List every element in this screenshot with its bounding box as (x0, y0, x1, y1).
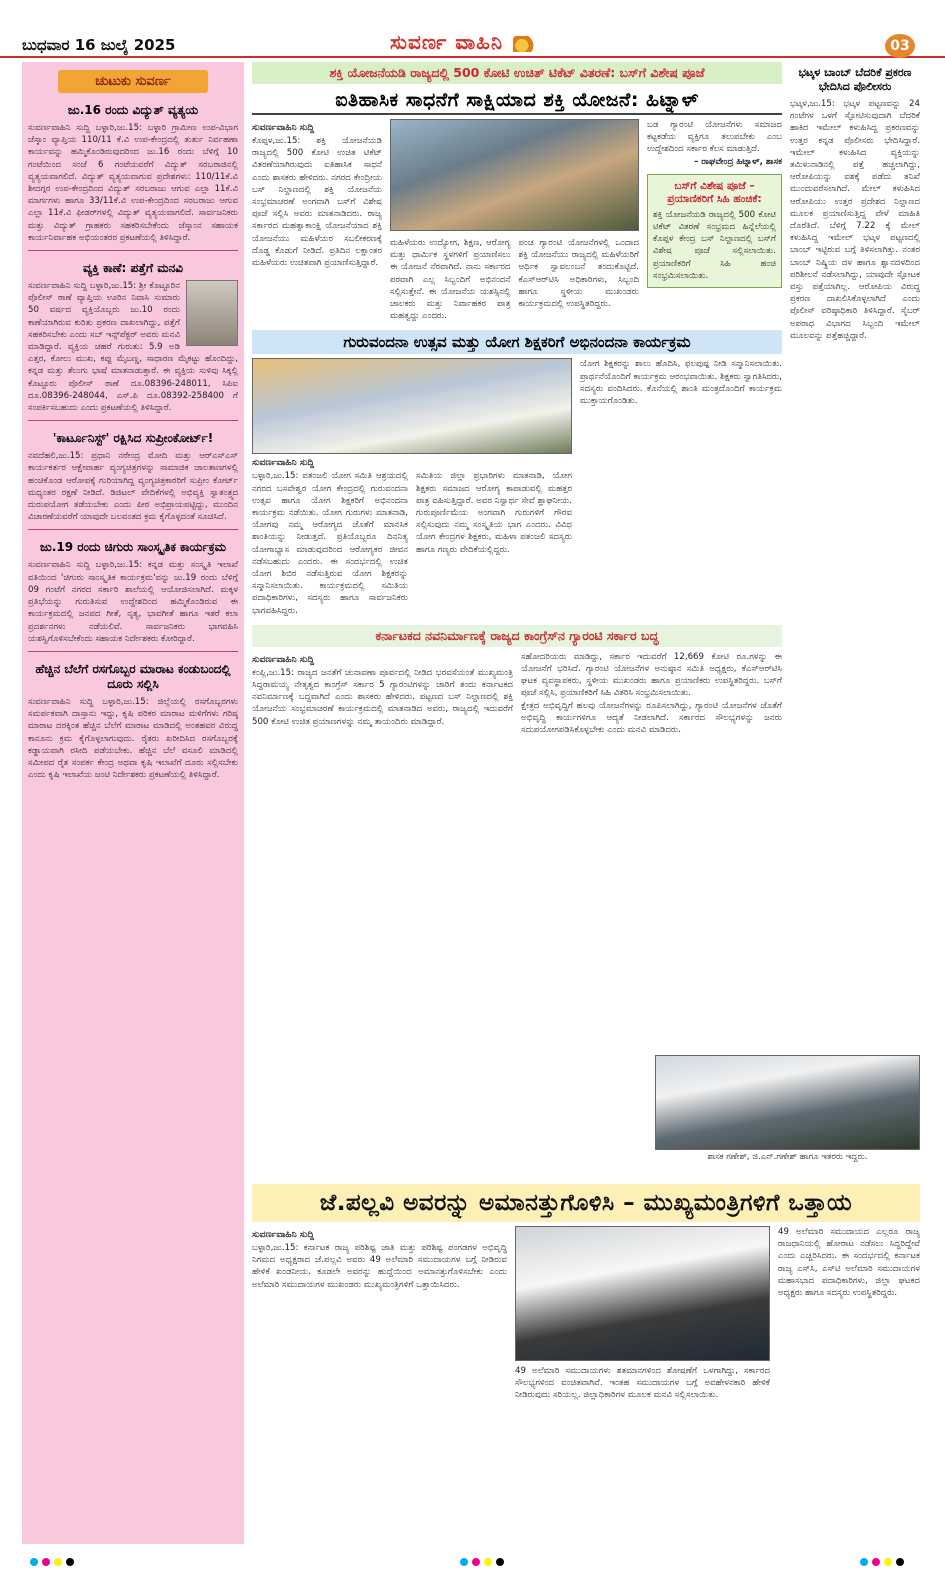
article-cultural-program: ಸುವರ್ಣವಾಹಿನಿ ಸುದ್ದಿ ಬಳ್ಳಾರಿ,ಜು.15: ಕನ್ನಡ ಮತ್ತು ಸಂಸ್ಕೃತಿ ಇಲಾಖೆ ವತಿಯಿಂದ 'ಚಿಗುರು ಸಾಂಸ್ಕೃತಿಕ ಕಾರ್ಯಕ್ರಮ'ವನ್ನು ಜು.19 ರಂದು ಬೆಳಿಗ್ಗೆ 09 ಗಂಟೆಗೆ ನಗರದ ಸರ್ಕಾರಿ ಶಾಲೆಯಲ್ಲಿ ಆಯೋಜಿಸಲಾಗಿದೆ. ಮಕ್ಕಳ ಪ್ರತಿಭೆಯನ್ನು ಗುರುತಿಸುವ ಉದ್ದೇಶದಿಂದ ಹಮ್ಮಿಕೊಂಡಿರುವ ಈ ಕಾರ್ಯಕ್ರಮದಲ್ಲಿ ಜನಪದ ಗೀತೆ, ನೃತ್ಯ, ಭಾವಗೀತೆ ಹಾಗೂ ಇತರೆ ಕಲಾ ಪ್ರದರ್ಶನಗಳು ನಡೆಯಲಿವೆ. ಸಾರ್ವಜನಿಕರು ಭಾಗವಹಿಸಿ ಯಶಸ್ವಿಗೊಳಿಸಬೇಕೆಂದು ಸಹಾಯಕ ನಿರ್ದೇಶಕರು ಕೋರಿದ್ದಾರೆ. (28, 560, 238, 644)
guru-photo-stage (252, 358, 572, 454)
lead-col-2 (390, 119, 639, 322)
divider (28, 529, 238, 530)
lead-quote: ಬಡ ಗ್ಯಾರಂಟಿ ಯೋಜನೆಗಳು ಸಮಾಜದ ಕಟ್ಟಕಡೆಯ ವ್ಯಕ್ತಿಗೂ ತಲುಪಬೇಕು ಎಂಬ ಉದ್ದೇಶದಿಂದ ಸರ್ಕಾರ ಕೆಲಸ ಮಾಡುತ್ತಿದೆ. (647, 120, 782, 155)
headline-missing-person: ವ್ಯಕ್ತಿ ಕಾಣೆ: ಪತ್ತೆಗೆ ಮನವಿ (82, 261, 184, 276)
guru-text-2: ಸಮಿತಿಯ ಜಿಲ್ಲಾ ಪ್ರಭಾರಿಗಳು ಮಾತನಾಡಿ, ಯೋಗ ಶಿಕ್ಷಕರು ಸಮಾಜದ ಆರೋಗ್ಯ ಕಾಪಾಡುವಲ್ಲಿ ಮಹತ್ತರ ಪಾತ್ರ ವಹಿಸುತ್ತಿದ್ದಾರೆ. ಅವರ ನಿಸ್ವಾರ್ಥ ಸೇವೆ ಶ್ಲಾಘನೀಯ. ಗುರುಪೂರ್ಣಿಮೆಯ ಅಂಗವಾಗಿ ಗುರುಗಳಿಗೆ ಗೌರವ ಸಲ್ಲಿಸುವುದು ನಮ್ಮ ಸಂಸ್ಕೃತಿಯ ಭಾಗ ಎಂದರು. ವಿವಿಧ ಯೋಗ ಕೇಂದ್ರಗಳ ಶಿಕ್ಷಕರು, ಮಹಿಳಾ ಪತಂಜಲಿ ಸದಸ್ಯರು ಹಾಗೂ ಗಣ್ಯರು ವೇದಿಕೆಯಲ್ಲಿದ್ದರು. (416, 471, 572, 555)
print-registration-marks-left (30, 1558, 74, 1568)
cong-byline: ಸುವರ್ಣವಾಹಿನಿ ಸುದ್ದಿ (252, 654, 315, 665)
guru-byline: ಸುವರ್ಣವಾಹಿನಿ ಸುದ್ದಿ (252, 458, 315, 469)
divider (28, 250, 238, 251)
cong-col-1 (252, 651, 513, 736)
cong-col-2 (521, 651, 782, 736)
headline-cartoonist: 'ಕಾರ್ಟೂನಿಸ್ಟ್' ರಕ್ಷಿಸಿದ ಸುಪ್ರೀಂಕೋರ್ಟ್! (52, 431, 214, 446)
guru-text-3: ಯೋಗ ಶಿಕ್ಷಕರನ್ನು ಶಾಲು ಹೊದಿಸಿ, ಫಲಪುಷ್ಪ ನೀಡಿ ಸನ್ಮಾನಿಸಲಾಯಿತು. ಪ್ರಾರ್ಥನೆಯೊಂದಿಗೆ ಕಾರ್ಯಕ್ರಮ ಆರಂಭವಾಯಿತು. ಶಿಕ್ಷಕರು ಸ್ವಾಗತಿಸಿದರು, ಸದಸ್ಯರು ವಂದಿಸಿದರು. ಕೊನೆಯಲ್ಲಿ ಶಾಂತಿ ಮಂತ್ರದೊಂದಿಗೆ ಕಾರ್ಯಕ್ರಮ ಮುಕ್ತಾಯಗೊಂಡಿತು. (580, 359, 782, 407)
cong-photo-block (655, 1055, 920, 1162)
headline-fertilizer: ಹೆಚ್ಚಿನ ಬೆಲೆಗೆ ರಸಗೊಬ್ಬರ ಮಾರಾಟ ಕಂಡುಬಂದಲ್ಲಿ ದೂರು ಸಲ್ಲಿಸಿ (35, 661, 231, 691)
cong-text-3: ಕ್ಷೇತ್ರದ ಅಭಿವೃದ್ಧಿಗೆ ಹಲವು ಯೋಜನೆಗಳನ್ನು ರೂಪಿಸಲಾಗಿದ್ದು, ಗ್ಯಾರಂಟಿ ಯೋಜನೆಗಳ ಜೊತೆಗೆ ಅಭಿವೃದ್ಧಿ ಕಾರ್ಯಗಳಿಗೂ ಆದ್ಯತೆ ನೀಡಲಾಗಿದೆ. ಸರ್ಕಾರದ ಸೌಲಭ್ಯಗಳನ್ನು ಜನರು ಸದುಪಯೋಗಪಡಿಸಿಕೊಳ್ಳಬೇಕು ಎಂದು ಮನವಿ ಮಾಡಿದರು. (521, 700, 782, 736)
lead-text-1: ಕೊಪ್ಪಳ,ಜು.15: ಶಕ್ತಿ ಯೋಜನೆಯಡಿ ರಾಜ್ಯದಲ್ಲಿ 500 ಕೋಟಿ ಉಚಿತ ಟಿಕೆಟ್ ವಿತರಣೆಯಾಗಿರುವುದು ಐತಿಹಾಸಿಕ ಸಾಧನೆ ಎಂದು ಶಾಸಕರು ಹೇಳಿದರು. ನಗರದ ಕೇಂದ್ರೀಯ ಬಸ್ ನಿಲ್ದಾಣದಲ್ಲಿ ಶಕ್ತಿ ಯೋಜನೆಯ ಸಂಭ್ರಮಾಚರಣೆ ಅಂಗವಾಗಿ ಬಸ್‌ಗೆ ವಿಶೇಷ ಪೂಜೆ ಸಲ್ಲಿಸಿ ಅವರು ಮಾತನಾಡಿದರು. ರಾಜ್ಯ ಸರ್ಕಾರದ ಮಹತ್ವಾಕಾಂಕ್ಷಿ ಯೋಜನೆಯಾದ ಶಕ್ತಿ ಯೋಜನೆಯು ಮಹಿಳೆಯರ ಸಬಲೀಕರಣಕ್ಕೆ ದೊಡ್ಡ ಕೊಡುಗೆ ನೀಡಿದೆ. ಪ್ರತಿದಿನ ಲಕ್ಷಾಂತರ ಮಹಿಳೆಯರು ಉಚಿತವಾಗಿ ಪ್ರಯಾಣಿಸುತ್ತಿದ್ದಾರೆ. (252, 136, 382, 269)
article-fertilizer: ಸುವರ್ಣವಾಹಿನಿ ಸುದ್ದಿ ಬಳ್ಳಾರಿ,ಜು.15: ಜಿಲ್ಲೆಯಲ್ಲಿ ರಸಗೊಬ್ಬರಗಳು ಸಮರ್ಪಕವಾಗಿ ದಾಸ್ತಾನು ಇದ್ದು, ಕೃಷಿ ಪರಿಕರ ಮಾರಾಟ ಮಳಿಗೆಗಳು ಗರಿಷ್ಠ ಮಾರಾಟ ದರಕ್ಕಿಂತ ಹೆಚ್ಚಿನ ಬೆಲೆಗೆ ಮಾರಾಟ ಮಾಡಿದಲ್ಲಿ ಅಂತಹವರ ವಿರುದ್ಧ ಕಾನೂನು ಕ್ರಮ ಕೈಗೊಳ್ಳಲಾಗುವುದು. ರೈತರು ಖರೀದಿಸಿದ ರಸಗೊಬ್ಬರಕ್ಕೆ ಕಡ್ಡಾಯವಾಗಿ ರಸೀದಿ ಪಡೆಯಬೇಕು. ಹೆಚ್ಚಿನ ಬೆಲೆ ವಸೂಲಿ ಮಾಡಿದಲ್ಲಿ ಸಮೀಪದ ರೈತ ಸಂಪರ್ಕ ಕೇಂದ್ರ ಅಥವಾ ಕೃಷಿ ಇಲಾಖೆಗೆ ದೂರು ಸಲ್ಲಿಸಬೇಕು ಎಂದು ಕೃಷಿ ಇಲಾಖೆಯ ಜಂಟಿ ನಿರ್ದೇಶಕರು ಪ್ರಕಟಣೆಯಲ್ಲಿ ತಿಳಿಸಿದ್ದಾರೆ. (28, 696, 238, 781)
guru-subcols (252, 470, 572, 616)
guru-story (252, 358, 782, 616)
cong-story (252, 651, 782, 736)
pallavi-text-2: 49 ಅಲೆಮಾರಿ ಸಮುದಾಯಗಳು ಶತಮಾನಗಳಿಂದ ಶೋಷಣೆಗೆ ಒಳಗಾಗಿದ್ದು, ಸರ್ಕಾರದ ಸೌಲಭ್ಯಗಳಿಂದ ವಂಚಿತವಾಗಿವೆ. ಇಂತಹ ಸಮುದಾಯಗಳ ಬಗ್ಗೆ ಅವಹೇಳನಕಾರಿ ಹೇಳಿಕೆ ನೀಡಿರುವುದು ಸರಿಯಲ್ಲ. ಜಿಲ್ಲಾಧಿಕಾರಿಗಳ ಮೂಲಕ ಮನವಿ ಸಲ್ಲಿಸಲಾಯಿತು. (515, 1366, 770, 1401)
pallavi-col-2 (515, 1226, 770, 1402)
pallavi-col-1 (252, 1226, 507, 1402)
brief-news-column (22, 62, 244, 1544)
newspaper-logo (390, 30, 537, 54)
guru-right (580, 358, 782, 616)
pallavi-photo-memorandum (515, 1226, 770, 1361)
pallavi-text-1: ಬಳ್ಳಾರಿ,ಜು.15: ಕರ್ನಾಟಕ ರಾಜ್ಯ ಪರಿಶಿಷ್ಟ ಜಾತಿ ಮತ್ತು ಪರಿಶಿಷ್ಟ ಪಂಗಡಗಳ ಅಭಿವೃದ್ಧಿ ನಿಗಮದ ಅಧ್ಯಕ್ಷರಾದ ಜೆ.ಪಲ್ಲವಿ ಅವರು 49 ಅಲೆಮಾರಿ ಸಮುದಾಯಗಳ ಬಗ್ಗೆ ನೀಡಿರುವ ಹೇಳಿಕೆ ಖಂಡನೀಯ. ಕೂಡಲೇ ಅವರನ್ನು ಹುದ್ದೆಯಿಂದ ಅಮಾನತ್ತುಗೊಳಿಸಬೇಕು ಎಂದು ಅಲೆಮಾರಿ ಸಮುದಾಯಗಳ ಮುಖಂಡರು ಮುಖ್ಯಮಂತ್ರಿಗಳಿಗೆ ಒತ್ತಾಯಿಸಿದರು. (252, 1243, 507, 1290)
headline-pallavi: ಜೆ.ಪಲ್ಲವಿ ಅವರನ್ನು ಅಮಾನತ್ತುಗೊಳಿಸಿ – ಮುಖ್ಯಮಂತ್ರಿಗಳಿಗೆ ಒತ್ತಾಯ (252, 1184, 920, 1222)
section-badge: ಚುಟುಕು ಸುವರ್ಣ (58, 70, 208, 93)
lead-photo-bus-puja (390, 119, 639, 231)
guru-left (252, 358, 572, 616)
bottom-story (252, 1184, 920, 1402)
print-registration-marks-center (460, 1558, 504, 1568)
cong-photo-caption: ಶಾಸಕ ಗಣೇಶ್, ಜಿ.ಎನ್.ಗಣೇಶ್ ಹಾಗೂ ಇತರರು ಇದ್ದರು. (707, 1152, 868, 1162)
main-content (252, 62, 782, 736)
divider (28, 651, 238, 652)
article-missing-person: ಸುವರ್ಣವಾಹಿನಿ ಸುದ್ದಿ ಬಳ್ಳಾರಿ,ಜು.15: ಶ್ರೀ ಕೊಟ್ಟೂರಿನ ಪೊಲೀಸ್ ಠಾಣೆ ವ್ಯಾಪ್ತಿಯ ಊರಿನ ನಿವಾಸಿ ಸುಮಾರು 50 ವರ್ಷದ ವ್ಯಕ್ತಿಯೊಬ್ಬರು ಜು.10 ರಂದು ಕಾಣೆಯಾಗಿರುವ ಕುರಿತು ಪ್ರಕರಣ ದಾಖಲಾಗಿದ್ದು, ಪತ್ತೆಗೆ ಸಹಕರಿಸಬೇಕು ಎಂದು ಸಬ್ ಇನ್ಸ್‌ಪೆಕ್ಟರ್ ಅವರು ಮನವಿ ಮಾಡಿದ್ದಾರೆ. ವ್ಯಕ್ತಿಯ ಚಹರೆ ಗುರುತು: 5.9 ಅಡಿ ಎತ್ತರ, ಕೋಲು ಮುಖ, ಕಪ್ಪು ಮೈಬಣ್ಣ, ಸಾಧಾರಣ ಮೈಕಟ್ಟು ಹೊಂದಿದ್ದು, ಕನ್ನಡ ಮತ್ತು ತೆಲುಗು ಭಾಷೆ ಮಾತನಾಡುತ್ತಾರೆ. ಈ ವ್ಯಕ್ತಿಯ ಸುಳಿವು ಸಿಕ್ಕಲ್ಲಿ ಕೊಟ್ಟೂರು ಪೊಲೀಸ್ ಠಾಣೆ ದೂ.08396-248011, ಸಿಪಿಐ ದೂ.08396-248044, ಎಸ್.ಪಿ ದೂ.08392-258400 ಗೆ ಸಂಪರ್ಕಿಸಬಹುದು ಎಂದು ಪ್ರಕಟಣೆಯಲ್ಲಿ ತಿಳಿಸಿದ್ದಾರೆ. (28, 281, 238, 414)
lead-headline: ಐತಿಹಾಸಿಕ ಸಾಧನೆಗೆ ಸಾಕ್ಷಿಯಾದ ಶಕ್ತಿ ಯೋಜನೆ: ಹಿಟ್ನಾಳ್ (252, 84, 782, 115)
cong-text-1: ಕಂಪ್ಲಿ,ಜು.15: ರಾಜ್ಯದ ಜನತೆಗೆ ಚುನಾವಣಾ ಪೂರ್ವದಲ್ಲಿ ನೀಡಿದ ಭರವಸೆಯಂತೆ ಮುಖ್ಯಮಂತ್ರಿ ಸಿದ್ದರಾಮಯ್ಯ ನೇತೃತ್ವದ ಕಾಂಗ್ರೆಸ್ ಸರ್ಕಾರ 5 ಗ್ಯಾರಂಟಿಗಳನ್ನು ಜಾರಿಗೆ ತಂದು ಕರ್ನಾಟಕದ ನವನಿರ್ಮಾಣಕ್ಕೆ ಬದ್ಧವಾಗಿದೆ ಎಂದು ಶಾಸಕರು ಹೇಳಿದರು. ಪಟ್ಟಣದ ಬಸ್ ನಿಲ್ದಾಣದಲ್ಲಿ ಶಕ್ತಿ ಯೋಜನೆಯ ಸಂಭ್ರಮಾಚರಣೆ ಕಾರ್ಯಕ್ರಮದಲ್ಲಿ ಮಾತನಾಡಿದ ಅವರು, ರಾಜ್ಯದಲ್ಲಿ ಇದುವರೆಗೆ 500 ಕೋಟಿ ಉಚಿತ ಪ್ರಯಾಣಗಳನ್ನು ನಮ್ಮ ತಾಯಂದಿರು ಮಾಡಿದ್ದಾರೆ. (252, 667, 513, 727)
pallavi-byline: ಸುವರ್ಣವಾಹಿನಿ ಸುದ್ದಿ (252, 1230, 315, 1240)
lead-story (252, 119, 782, 322)
lead-subcols (390, 237, 639, 322)
lead-byline: ಸುವರ್ಣವಾಹಿನಿ ಸುದ್ದಿ (252, 123, 315, 133)
lead-col-3 (647, 119, 782, 322)
lead-sidebar-box (647, 174, 782, 288)
right-column (790, 62, 920, 1177)
page-number: 03 (885, 34, 915, 58)
headline-power-cut: ಜು.16 ರಂದು ವಿದ್ಯುತ್ ವ್ಯತ್ಯಯ (67, 103, 199, 117)
headline-cultural-program: ಜು.19 ರಂದು ಚಿಗುರು ಸಾಂಸ್ಕೃತಿಕ ಕಾರ್ಯಕ್ರಮ (39, 540, 227, 555)
sidebar-box-title: ಬಸ್‌ಗೆ ವಿಶೇಷ ಪೂಜೆ – ಪ್ರಯಾಣಿಕರಿಗೆ ಸಿಹಿ ಹಂಚಿಕೆ: (667, 179, 762, 205)
headline-congress-guarantee: ಕರ್ನಾಟಕದ ನವನಿರ್ಮಾಣಕ್ಕೆ ರಾಜ್ಯದ ಕಾಂಗ್ರೆಸ್‌ನ ಗ್ಯಾರಂಟಿ ಸರ್ಕಾರ ಬದ್ಧ (252, 625, 782, 647)
article-cartoonist: ನವದೆಹಲಿ,ಜು.15: ಪ್ರಧಾನಿ ನರೇಂದ್ರ ಮೋದಿ ಮತ್ತು ಆರ್‌ಎಸ್‌ಎಸ್ ಕಾರ್ಯಕರ್ತರ ಆಕ್ಷೇಪಾರ್ಹ ವ್ಯಂಗ್ಯಚಿತ್ರಗಳನ್ನು ಸಾಮಾಜಿಕ ಜಾಲತಾಣಗಳಲ್ಲಿ ಹಂಚಿಕೊಂಡ ಆರೋಪಕ್ಕೆ ಗುರಿಯಾಗಿದ್ದ ವ್ಯಂಗ್ಯಚಿತ್ರಕಾರರಿಗೆ ಸುಪ್ರೀಂ ಕೋರ್ಟ್ ಮಧ್ಯಂತರ ರಕ್ಷಣೆ ನೀಡಿದೆ. ಡಿಜಿಟಲ್ ವೇದಿಕೆಗಳಲ್ಲಿ ಅಭಿವ್ಯಕ್ತಿ ಸ್ವಾತಂತ್ರ್ಯದ ದುರುಪಯೋಗ ತಡೆಯಬೇಕು ಎಂದು ಪೀಠ ಅಭಿಪ್ರಾಯಪಟ್ಟಿದ್ದು, ಮುಂದಿನ ವಿಚಾರಣೆಯವರೆಗೆ ಯಾವುದೇ ಬಲವಂತದ ಕ್ರಮ ಕೈಗೊಳ್ಳದಂತೆ ಸೂಚಿಸಿದೆ. (28, 451, 238, 523)
lead-col-1 (252, 119, 382, 322)
article-bhatkal-bomb: ಭಟ್ಕಳ,ಜು.15: ಭಟ್ಕಳ ಪಟ್ಟಣವನ್ನು 24 ಗಂಟೆಗಳ ಒಳಗೆ ಸ್ಫೋಟಿಸುವುದಾಗಿ ಬೆದರಿಕೆ ಹಾಕಿದ ಇಮೇಲ್ ಕಳುಹಿಸಿದ್ದ ಪ್ರಕರಣವನ್ನು ಉತ್ತರ ಕನ್ನಡ ಪೊಲೀಸರು ಭೇದಿಸಿದ್ದಾರೆ. ಇಮೇಲ್ ಕಳುಹಿಸಿದ ವ್ಯಕ್ತಿಯನ್ನು ತಮಿಳುನಾಡಿನಲ್ಲಿ ಪತ್ತೆ ಹಚ್ಚಲಾಗಿದ್ದು, ಆರೋಪಿಯನ್ನು ವಶಕ್ಕೆ ಪಡೆದು ತನಿಖೆ ಮುಂದುವರೆಸಲಾಗಿದೆ. ಮೇಲ್ ಕಳುಹಿಸಿದ ಆರೋಪಿಯು ಉತ್ತರ ಪ್ರದೇಶದ ನಿಲ್ದಾಣದ ಮೂಲಕ ಪ್ರಯಾಣಿಸುತ್ತಿದ್ದ ವೇಳೆ ಮಾಹಿತಿ ದೊರೆತಿದೆ. ಬೆಳಿಗ್ಗೆ 7.22 ಕ್ಕೆ ಮೇಲ್ ಕಳುಹಿಸಿದ್ದ ಇಮೇಲ್ ಭಟ್ಕಳ ಪಟ್ಟಣದಲ್ಲಿ ಬಾಂಬ್ ಇಟ್ಟಿರುವ ಬಗ್ಗೆ ತಿಳಿಸಲಾಗಿತ್ತು. ನಂತರ ಬಾಂಬ್ ನಿಷ್ಕ್ರಿಯ ದಳ ಹಾಗೂ ಶ್ವಾನದಳದಿಂದ ಪರಿಶೀಲನೆ ನಡೆಸಲಾಗಿದ್ದು, ಯಾವುದೇ ಸ್ಫೋಟಕ ವಸ್ತು ಪತ್ತೆಯಾಗಿಲ್ಲ. ಆರೋಪಿಯ ವಿರುದ್ಧ ಪ್ರಕರಣ ದಾಖಲಿಸಿಕೊಳ್ಳಲಾಗಿದೆ ಎಂದು ಪೊಲೀಸ್ ವರಿಷ್ಠಾಧಿಕಾರಿ ತಿಳಿಸಿದ್ದಾರೆ. ಸೈಬರ್ ಅಪರಾಧ ವಿಭಾಗದ ಸಿಬ್ಬಂದಿ ಇಮೇಲ್ ಮೂಲವನ್ನು ಪತ್ತೆಹಚ್ಚಿದ್ದಾರೆ. (790, 99, 920, 341)
headline-guruvandana: ಗುರುವಂದನಾ ಉತ್ಸವ ಮತ್ತು ಯೋಗ ಶಿಕ್ಷಕರಿಗೆ ಅಭಿನಂದನಾ ಕಾರ್ಯಕ್ರಮ (252, 330, 782, 354)
pallavi-text-3: 49 ಅಲೆಮಾರಿ ಸಮುದಾಯದ ಎಲ್ಲರೂ ರಾಜ್ಯ ರಾಜಧಾನಿಯಲ್ಲಿ ಹೋರಾಟ ನಡೆಸಲು ಸಿದ್ಧರಿದ್ದೇವೆ ಎಂದು ಎಚ್ಚರಿಸಿದರು. ಈ ಸಂದರ್ಭದಲ್ಲಿ ಕರ್ನಾಟಕ ರಾಜ್ಯ ಎಸ್‌ಸಿ, ಎಸ್‌ಟಿ ಅಲೆಮಾರಿ ಸಮುದಾಯಗಳ ಮಹಾಸಭಾದ ಪದಾಧಿಕಾರಿಗಳು, ಜಿಲ್ಲಾ ಘಟಕದ ಅಧ್ಯಕ್ಷರು ಹಾಗೂ ಸದಸ್ಯರು ಉಪಸ್ಥಿತರಿದ್ದರು. (778, 1227, 920, 1299)
lead-text-3: ಪಂಚ ಗ್ಯಾರಂಟಿ ಯೋಜನೆಗಳಲ್ಲಿ ಒಂದಾದ ಶಕ್ತಿ ಯೋಜನೆಯು ರಾಜ್ಯದಲ್ಲಿ ಮಹಿಳೆಯರಿಗೆ ಆರ್ಥಿಕ ಸ್ವಾವಲಂಬನೆ ತಂದುಕೊಟ್ಟಿದೆ. ಕೆಎಸ್‌ಆರ್‌ಟಿಸಿ ಅಧಿಕಾರಿಗಳು, ಸಿಬ್ಬಂದಿ ಹಾಗೂ ಸ್ಥಳೀಯ ಮುಖಂಡರು ಕಾರ್ಯಕ್ರಮದಲ್ಲಿ ಉಪಸ್ಥಿತರಿದ್ದರು. (518, 238, 639, 310)
missing-person-photo (186, 280, 238, 346)
cong-photo-group (655, 1055, 920, 1150)
divider (28, 420, 238, 421)
cong-text-2: ಸಹೋದರಿಯರು ಮಾಡಿದ್ದು, ಸರ್ಕಾರ ಇದುವರೆಗೆ 12,669 ಕೋಟಿ ರೂ.ಗಳನ್ನು ಈ ಯೋಜನೆಗೆ ಭರಿಸಿದೆ. ಗ್ಯಾರಂಟಿ ಯೋಜನೆಗಳ ಅನುಷ್ಠಾನ ಸಮಿತಿ ಅಧ್ಯಕ್ಷರು, ಕೆಎಸ್‌ಆರ್‌ಟಿಸಿ ಘಟಕ ವ್ಯವಸ್ಥಾಪಕರು, ಸ್ಥಳೀಯ ಮುಖಂಡರು ಹಾಗೂ ಪ್ರಯಾಣಿಕರು ಉಪಸ್ಥಿತರಿದ್ದರು. ಬಸ್‌ಗೆ ಪೂಜೆ ಸಲ್ಲಿಸಿ, ಪ್ರಯಾಣಿಕರಿಗೆ ಸಿಹಿ ವಿತರಿಸಿ ಸಂಭ್ರಮಿಸಲಾಯಿತು. (521, 651, 782, 699)
lead-text-2: ಮಹಿಳೆಯರು ಉದ್ಯೋಗ, ಶಿಕ್ಷಣ, ಆರೋಗ್ಯ ಮತ್ತು ಧಾರ್ಮಿಕ ಸ್ಥಳಗಳಿಗೆ ಪ್ರಯಾಣಿಸಲು ಈ ಯೋಜನೆ ನೆರವಾಗಿದೆ. ನಾನು ಸರ್ಕಾರದ ಪರವಾಗಿ ಎಲ್ಲ ಸಿಬ್ಬಂದಿಗೆ ಅಭಿನಂದನೆ ಸಲ್ಲಿಸುತ್ತೇನೆ. ಈ ಯೋಜನೆಯ ಯಶಸ್ಸಿನಲ್ಲಿ ಚಾಲಕರು ಮತ್ತು ನಿರ್ವಾಹಕರ ಪಾತ್ರ ಮಹತ್ವದ್ದು ಎಂದರು. (390, 238, 511, 322)
pallavi-body (252, 1226, 920, 1402)
headline-bhatkal-bomb: ಭಟ್ಕಳ ಬಾಂಬ್ ಬೆದರಿಕೆ ಪ್ರಕರಣ ಭೇದಿಸಿದ ಪೊಲೀಸರು (798, 66, 912, 93)
lead-kicker: ಶಕ್ತಿ ಯೋಜನೆಯಡಿ ರಾಜ್ಯದಲ್ಲಿ 500 ಕೋಟಿ ಉಚಿತ್ ಟಿಕೆಟ್ ವಿತರಣೆ: ಬಸ್‌ಗೆ ವಿಶೇಷ ಪೂಜೆ (252, 62, 782, 84)
article-power-cut: ಸುವರ್ಣವಾಹಿನಿ ಸುದ್ದಿ ಬಳ್ಳಾರಿ,ಜು.15: ಬಳ್ಳಾರಿ ಗ್ರಾಮೀಣ ಉಪ-ವಿಭಾಗ ಜೆಸ್ಕಾಂ ವ್ಯಾಪ್ತಿಯ 110/11 ಕೆ.ವಿ ಉಪ-ಕೇಂದ್ರದಲ್ಲಿ ತುರ್ತು ನಿರ್ವಹಣಾ ಕಾರ್ಯವನ್ನು ಹಮ್ಮಿಕೊಂಡಿರುವುದರಿಂದ ಜು.16 ರಂದು ಬೆಳಿಗ್ಗೆ 10 ಗಂಟೆಯಿಂದ ಸಂಜೆ 6 ಗಂಟೆಯವರೆಗೆ ವಿದ್ಯುತ್ ಸರಬರಾಜಿನಲ್ಲಿ ವ್ಯತ್ಯಯವಾಗಲಿದೆ. ವಿದ್ಯುತ್ ವ್ಯತ್ಯಯವಾಗುವ ಪ್ರದೇಶಗಳು: 110/11ಕೆ.ವಿ ಶೀದಗ್ಗರ ಉಪ-ಕೇಂದ್ರದಿಂದ ವಿದ್ಯುತ್ ಸರಬರಾಜು ಆಗುವ ಎಲ್ಲಾ 11ಕೆ.ವಿ ಮಾರ್ಗಗಳು ಹಾಗೂ 33/11ಕೆ.ವಿ ಉಪ-ಕೇಂದ್ರದಿಂದ ಸರಬರಾಜು ಆಗುವ ಎಲ್ಲಾ 11ಕೆ.ವಿ ಫೀಡರ್‌ಗಳಲ್ಲಿ ವಿದ್ಯುತ್ ವ್ಯತ್ಯಯವಾಗಲಿದೆ. ಸಾರ್ವಜನಿಕರು ಮತ್ತು ವಿದ್ಯುತ್ ಗ್ರಾಹಕರು ಸಹಕರಿಸಬೇಕೆಂದು ಜೆಸ್ಕಾಂನ ಸಹಾಯಕ ಕಾರ್ಯನಿರ್ವಾಹಕ ಅಭಿಯಂತರರ ಪ್ರಕಟಣೆಯಲ್ಲಿ ತಿಳಿಸಿದ್ದಾರೆ. (28, 123, 238, 243)
logo-text: ಸುವರ್ಣ ವಾಹಿನಿ (390, 30, 504, 54)
masthead (0, 0, 945, 58)
guru-text-1: ಬಳ್ಳಾರಿ,ಜು.15: ಪತಂಜಲಿ ಯೋಗ ಸಮಿತಿ ಆಶ್ರಯದಲ್ಲಿ ನಗರದ ಬಸವೇಶ್ವರ ಯೋಗ ಕೇಂದ್ರದಲ್ಲಿ ಗುರುವಂದನಾ ಉತ್ಸವ ಹಾಗೂ ಯೋಗ ಶಿಕ್ಷಕರಿಗೆ ಅಭಿನಂದನಾ ಕಾರ್ಯಕ್ರಮ ನಡೆಯಿತು. ಯೋಗ ಗುರುಗಳು ಮಾತನಾಡಿ, ಯೋಗವು ನಮ್ಮ ಆರೋಗ್ಯದ ಜೊತೆಗೆ ಮಾನಸಿಕ ಶಾಂತಿಯನ್ನು ನೀಡುತ್ತದೆ. ಪ್ರತಿಯೊಬ್ಬರೂ ದಿನನಿತ್ಯ ಯೋಗಾಭ್ಯಾಸ ಮಾಡುವುದರಿಂದ ಆರೋಗ್ಯಕರ ಜೀವನ ನಡೆಸಬಹುದು ಎಂದರು. ಈ ಸಂದರ್ಭದಲ್ಲಿ ಉಚಿತ ಯೋಗ ಶಿಬಿರ ನಡೆಸುತ್ತಿರುವ ಯೋಗ ಶಿಕ್ಷಕರನ್ನು ಸನ್ಮಾನಿಸಲಾಯಿತು. ಕಾರ್ಯಕ್ರಮದಲ್ಲಿ ಸಮಿತಿಯ ಪದಾಧಿಕಾರಿಗಳು, ಸದಸ್ಯರು ಹಾಗೂ ಸಾರ್ವಜನಿಕರು ಭಾಗವಹಿಸಿದ್ದರು. (252, 471, 408, 616)
flame-icon (513, 36, 535, 52)
print-registration-marks-right (860, 1558, 904, 1568)
pallavi-col-3 (778, 1226, 920, 1402)
issue-date: ಬುಧವಾರ 16 ಜುಲೈ 2025 (22, 36, 176, 54)
sidebar-box-text: ಶಕ್ತಿ ಯೋಜನೆಯಡಿ ರಾಜ್ಯದಲ್ಲಿ 500 ಕೋಟಿ ಟಿಕೆಟ್ ವಿತರಣೆ ಸಂಭ್ರಮದ ಹಿನ್ನೆಲೆಯಲ್ಲಿ ಕೊಪ್ಪಳ ಕೇಂದ್ರ ಬಸ್ ನಿಲ್ದಾಣದಲ್ಲಿ ಬಸ್‌ಗೆ ವಿಶೇಷ ಪೂಜೆ ಸಲ್ಲಿಸಲಾಯಿತು. ಪ್ರಯಾಣಿಕರಿಗೆ ಸಿಹಿ ಹಂಚಿ ಸಂಭ್ರಮಿಸಲಾಯಿತು. (653, 209, 776, 281)
lead-quote-author: – ರಾಘವೇಂದ್ರ ಹಿಟ್ನಾಳ್, ಶಾಸಕ (694, 156, 782, 167)
